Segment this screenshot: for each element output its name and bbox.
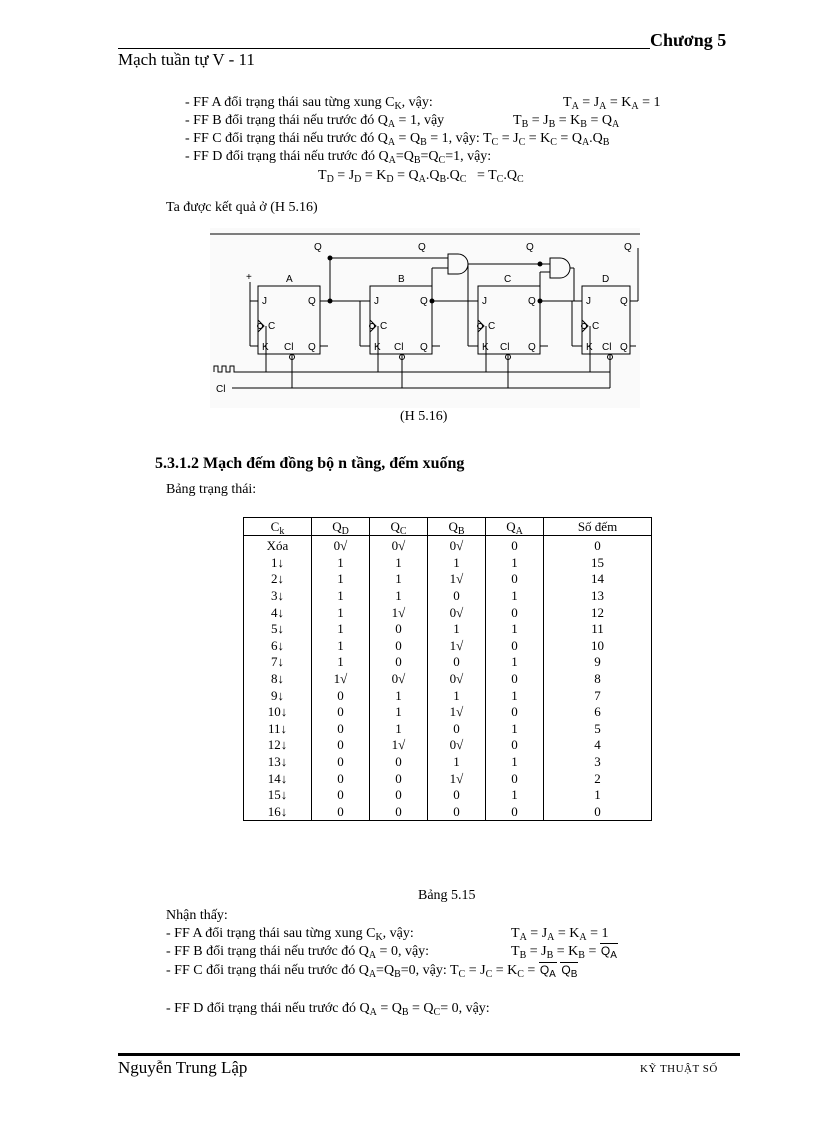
table-cell: 0 xyxy=(428,654,486,671)
table-cell: 6 xyxy=(544,704,652,721)
table-cell: 1√ xyxy=(428,638,486,655)
svg-text:C: C xyxy=(380,321,388,332)
table-cell: 12 xyxy=(544,604,652,621)
table-cell: 0 xyxy=(370,654,428,671)
table-cell: 13 xyxy=(544,588,652,605)
observation-1: - FF A đổi trạng thái sau từng xung $C_K$, vậy: xyxy=(166,926,414,943)
table-header-row xyxy=(244,518,652,536)
svg-text:J: J xyxy=(374,296,379,307)
table-cell: 0√ xyxy=(428,671,486,688)
table-cell: 1 xyxy=(486,687,544,704)
table-row xyxy=(244,536,652,555)
svg-text:K: K xyxy=(586,342,593,353)
table-cell: 0 xyxy=(428,721,486,738)
table-cell: 1 xyxy=(370,571,428,588)
observations-title: Nhận thấy: xyxy=(166,908,228,923)
table-cell: 1√ xyxy=(428,571,486,588)
page-subtitle: Mạch tuần tự V - 11 xyxy=(118,50,255,69)
table-row xyxy=(244,804,652,821)
table-cell: 2 xyxy=(544,770,652,787)
table-cell: 0 xyxy=(370,787,428,804)
svg-text:C: C xyxy=(488,321,496,332)
table-cell: 7↓ xyxy=(244,654,312,671)
state-table xyxy=(243,517,652,821)
header-qc: $Q_C$ xyxy=(370,518,428,536)
svg-text:J: J xyxy=(262,296,267,307)
table-cell: 1√ xyxy=(428,704,486,721)
svg-text:+: + xyxy=(246,272,252,283)
table-cell: 0 xyxy=(312,804,370,821)
observation-1-formula: $T_A = J_A = K_A = 1$ xyxy=(511,926,609,943)
table-cell: 1√ xyxy=(370,737,428,754)
chapter-title: Chương 5 xyxy=(650,30,727,50)
svg-text:Q: Q xyxy=(620,296,628,307)
svg-text:K: K xyxy=(482,342,489,353)
observation-4: - FF D đổi trạng thái nếu trước đó $Q_A = Q_B = Q_C= 0$, vậy: xyxy=(166,1001,490,1018)
counter-circuit-figure xyxy=(210,228,640,408)
table-cell: 10↓ xyxy=(244,704,312,721)
svg-text:Q: Q xyxy=(308,296,316,307)
table-cell: 1√ xyxy=(370,604,428,621)
intro-line-4: - FF D đổi trạng thái nếu trước đó $Q_A=Q_B=Q_C=1$, vậy: xyxy=(185,149,492,166)
intro-line-3: - FF C đổi trạng thái nếu trước đó $Q_A = Q_B = 1$, vậy: $T_C = J_C = K_C = Q_A.Q_B$ xyxy=(185,131,610,148)
table-row xyxy=(244,687,652,704)
svg-text:Cl: Cl xyxy=(394,342,404,353)
table-cell: 1 xyxy=(428,555,486,572)
svg-text:Q: Q xyxy=(420,342,428,353)
table-cell: 0√ xyxy=(428,604,486,621)
table-caption: Bảng 5.15 xyxy=(418,888,476,903)
table-cell: 0 xyxy=(428,588,486,605)
table-cell: 9 xyxy=(544,654,652,671)
table-cell: 14 xyxy=(544,571,652,588)
result-text: Ta được kết quả ở (H 5.16) xyxy=(166,200,318,215)
ff-a-label: A xyxy=(286,274,293,285)
svg-text:Cl: Cl xyxy=(284,342,294,353)
svg-text:K: K xyxy=(374,342,381,353)
table-cell: 0√ xyxy=(370,671,428,688)
svg-text:Cl: Cl xyxy=(602,342,612,353)
table-cell: 0 xyxy=(486,571,544,588)
table-cell: 4↓ xyxy=(244,604,312,621)
table-cell: 0 xyxy=(486,638,544,655)
header-rule xyxy=(118,48,650,49)
table-cell: 0 xyxy=(544,536,652,555)
intro-formula-2: $T_B = J_B = K_B = Q_A$ xyxy=(513,113,620,130)
table-cell: 0 xyxy=(486,671,544,688)
table-cell: 0√ xyxy=(428,737,486,754)
table-cell: 1 xyxy=(486,787,544,804)
table-cell: 0 xyxy=(486,536,544,555)
table-cell: 14↓ xyxy=(244,770,312,787)
svg-text:Q: Q xyxy=(314,242,322,253)
and-gate-1 xyxy=(448,254,468,274)
svg-text:Q: Q xyxy=(308,342,316,353)
table-row xyxy=(244,604,652,621)
table-cell: 0√ xyxy=(428,536,486,555)
table-cell: 1 xyxy=(312,588,370,605)
table-cell: 1 xyxy=(544,787,652,804)
table-cell: 0 xyxy=(312,704,370,721)
section-heading: 5.3.1.2 Mạch đếm đồng bộ n tầng, đếm xuống xyxy=(155,455,465,472)
table-row xyxy=(244,638,652,655)
table-cell: 2↓ xyxy=(244,571,312,588)
table-cell: 1 xyxy=(312,555,370,572)
table-cell: 11↓ xyxy=(244,721,312,738)
svg-text:J: J xyxy=(482,296,487,307)
footer-rule xyxy=(118,1053,740,1056)
ff-c-label: C xyxy=(504,274,512,285)
table-cell: 15 xyxy=(544,555,652,572)
table-cell: 0 xyxy=(312,737,370,754)
footer-subject: KỸ THUẬT SỐ xyxy=(640,1063,718,1075)
observation-2: - FF B đổi trạng thái nếu trước đó $Q_A = 0$, vậy: xyxy=(166,944,430,961)
table-cell: 0√ xyxy=(370,536,428,555)
ff-d-label: D xyxy=(602,274,610,285)
table-cell: 1 xyxy=(312,604,370,621)
table-cell: 9↓ xyxy=(244,687,312,704)
table-cell: 0 xyxy=(370,754,428,771)
header-qb: $Q_B$ xyxy=(428,518,486,536)
table-cell: 1 xyxy=(370,721,428,738)
table-cell: 0 xyxy=(486,737,544,754)
intro-formula-4: $T_D = J_D = K_D = Q_A.Q_B.Q_C = T_C.Q_C$ xyxy=(318,168,524,185)
table-cell: 0√ xyxy=(312,536,370,555)
table-cell: 7 xyxy=(544,687,652,704)
table-cell: 5 xyxy=(544,721,652,738)
intro-line-2: - FF B đổi trạng thái nếu trước đó $Q_A = 1$, vậy xyxy=(185,113,445,130)
table-cell: 1 xyxy=(312,654,370,671)
table-row xyxy=(244,721,652,738)
table-cell: 1 xyxy=(486,754,544,771)
table-cell: 8↓ xyxy=(244,671,312,688)
table-row xyxy=(244,770,652,787)
header-count: Số đếm xyxy=(544,518,652,536)
svg-text:Q: Q xyxy=(418,242,426,253)
table-cell: 0 xyxy=(312,770,370,787)
table-cell: 0 xyxy=(544,804,652,821)
table-row xyxy=(244,555,652,572)
table-cell: 0 xyxy=(486,770,544,787)
svg-text:C: C xyxy=(268,321,276,332)
table-row xyxy=(244,621,652,638)
table-cell: 0 xyxy=(370,770,428,787)
header-qd: $Q_D$ xyxy=(312,518,370,536)
table-cell: 0 xyxy=(486,604,544,621)
table-cell: 16↓ xyxy=(244,804,312,821)
svg-text:C: C xyxy=(592,321,600,332)
table-cell: 1 xyxy=(428,754,486,771)
table-cell: 1 xyxy=(312,571,370,588)
ff-b-label: B xyxy=(398,274,405,285)
table-cell: 13↓ xyxy=(244,754,312,771)
table-cell: 0 xyxy=(312,687,370,704)
svg-text:K: K xyxy=(262,342,269,353)
table-cell: 1 xyxy=(486,721,544,738)
table-cell: 0 xyxy=(428,787,486,804)
table-cell: 0 xyxy=(486,804,544,821)
svg-text:Q: Q xyxy=(528,342,536,353)
observation-2-formula: $T_B = J_B = K_B = Q_A$ xyxy=(511,944,617,961)
and-gate-2 xyxy=(550,258,570,278)
intro-formula-1: $T_A = J_A = K_A = 1$ xyxy=(563,95,661,112)
svg-text:Q: Q xyxy=(526,242,534,253)
table-cell: Xóa xyxy=(244,536,312,555)
svg-text:Q: Q xyxy=(528,296,536,307)
table-cell: 0 xyxy=(312,754,370,771)
table-cell: 1√ xyxy=(428,770,486,787)
table-row xyxy=(244,588,652,605)
table-cell: 1√ xyxy=(312,671,370,688)
table-cell: 3↓ xyxy=(244,588,312,605)
table-cell: 0 xyxy=(486,704,544,721)
svg-text:Cl: Cl xyxy=(500,342,510,353)
table-cell: 5↓ xyxy=(244,621,312,638)
table-cell: 8 xyxy=(544,671,652,688)
svg-text:Q: Q xyxy=(624,242,632,253)
table-cell: 0 xyxy=(428,804,486,821)
table-cell: 1 xyxy=(428,621,486,638)
table-cell: 1 xyxy=(428,687,486,704)
table-cell: 1 xyxy=(370,588,428,605)
table-row xyxy=(244,754,652,771)
header-ck: $C_k$ xyxy=(244,518,312,536)
table-cell: 1 xyxy=(486,621,544,638)
svg-text:J: J xyxy=(586,296,591,307)
footer-author: Nguyễn Trung Lập xyxy=(118,1058,248,1077)
table-cell: 11 xyxy=(544,621,652,638)
table-cell: 0 xyxy=(370,638,428,655)
table-cell: 1 xyxy=(486,555,544,572)
table-cell: 1 xyxy=(370,704,428,721)
table-cell: 6↓ xyxy=(244,638,312,655)
table-row xyxy=(244,737,652,754)
table-row xyxy=(244,787,652,804)
header-qa: $Q_A$ xyxy=(486,518,544,536)
table-cell: 1 xyxy=(370,687,428,704)
table-cell: 0 xyxy=(370,804,428,821)
table-cell: 1 xyxy=(312,638,370,655)
table-cell: 3 xyxy=(544,754,652,771)
table-cell: 0 xyxy=(370,621,428,638)
table-cell: 1 xyxy=(312,621,370,638)
state-table-label: Bảng trạng thái: xyxy=(166,482,257,497)
table-row xyxy=(244,654,652,671)
svg-text:Cl: Cl xyxy=(216,384,226,395)
table-cell: 1 xyxy=(486,588,544,605)
table-cell: 1 xyxy=(486,654,544,671)
figure-caption: (H 5.16) xyxy=(400,409,448,424)
observation-3: - FF C đổi trạng thái nếu trước đó $Q_A=Q_B=0$, vậy: $T_C = J_C = K_C = Q_A$ $Q_B$ xyxy=(166,963,578,980)
table-row xyxy=(244,571,652,588)
table-cell: 1↓ xyxy=(244,555,312,572)
table-row xyxy=(244,704,652,721)
svg-text:Q: Q xyxy=(620,342,628,353)
table-cell: 4 xyxy=(544,737,652,754)
table-cell: 1 xyxy=(370,555,428,572)
svg-text:Q: Q xyxy=(420,296,428,307)
table-cell: 10 xyxy=(544,638,652,655)
table-cell: 0 xyxy=(312,787,370,804)
table-cell: 15↓ xyxy=(244,787,312,804)
table-row xyxy=(244,671,652,688)
table-cell: 0 xyxy=(312,721,370,738)
intro-line-1: - FF A đổi trạng thái sau từng xung $C_K$, vậy: xyxy=(185,95,433,112)
table-cell: 12↓ xyxy=(244,737,312,754)
